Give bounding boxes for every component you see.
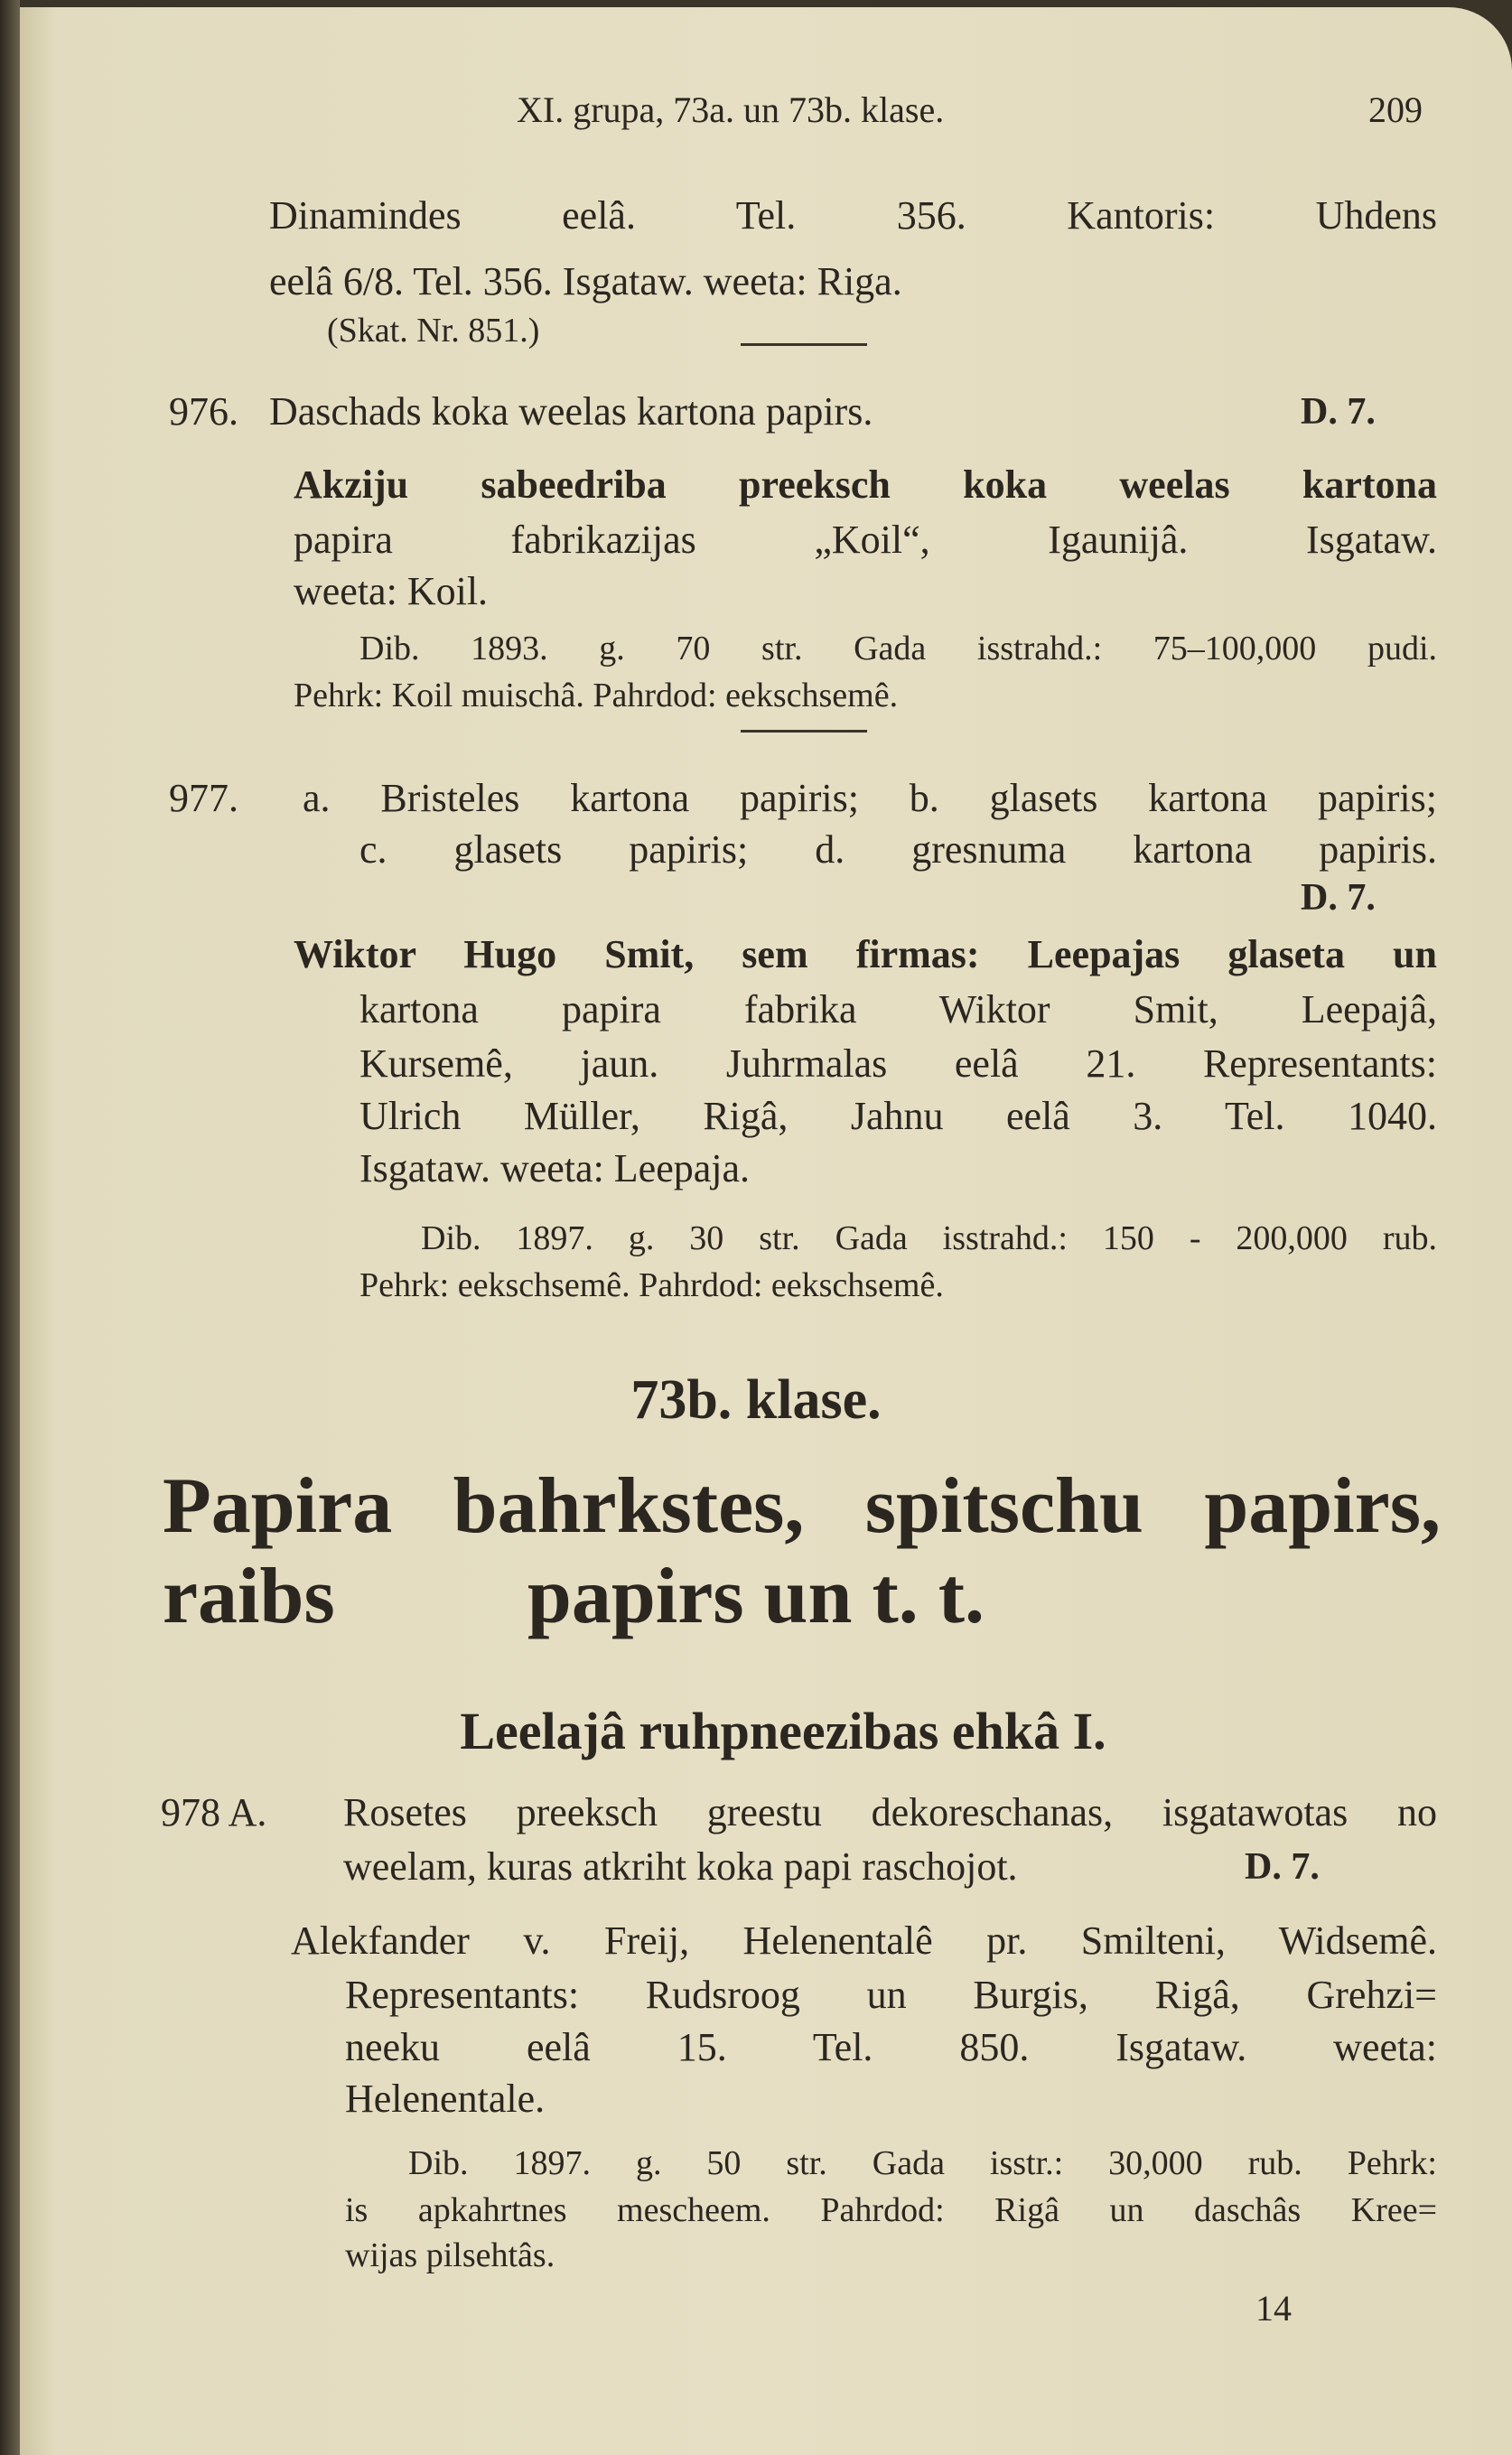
separator-rule <box>741 730 867 733</box>
exhibitor-line: Akziju sabeedriba preeksch koka weelas kartona <box>294 462 1437 507</box>
exhibitor-line: Helenentale. <box>345 2077 546 2121</box>
entry-title: Rosetes preeksch greestu dekoreschanas, isgatawotas no <box>343 1790 1437 1834</box>
class-heading: 73b. klase. <box>630 1369 882 1431</box>
stats-line: Dib. 1897. g. 30 str. Gada isstrahd.: 150 - 200,000 rub. <box>421 1219 1437 1257</box>
stats-line: Dib. 1897. g. 50 str. Gada isstr.: 30,000 rub. Pehrk: <box>408 2144 1437 2182</box>
section-subheading: Leelajâ ruhpneezibas ehkâ I. <box>460 1702 1106 1760</box>
stats-line: Dib. 1893. g. 70 str. Gada isstrahd.: 75–100,000 pudi. <box>359 630 1437 667</box>
page-number: 209 <box>1368 89 1423 130</box>
exhibitor-line: papira fabrikazijas „Koil“, Igaunijâ. Isgataw. <box>294 518 1437 562</box>
exhibitor-line: Isgataw. weeta: Leepaja. <box>359 1146 751 1190</box>
exhibitor-line: Ulrich Müller, Rigâ, Jahnu eelâ 3. Tel. 1040. <box>359 1094 1437 1138</box>
entry-number: 977. <box>169 776 238 820</box>
exhibitor-line: kartona papira fabrika Wiktor Smit, Leepajâ, <box>359 987 1437 1031</box>
entry-title: c. glasets papiris; d. gresnuma kartona papiris. <box>359 827 1437 872</box>
exhibitor-line: weeta: Koil. <box>294 569 489 613</box>
exhibitor-line: Representants: Rudsroog un Burgis, Rigâ, Grehzi= <box>345 1973 1437 2017</box>
cross-reference: (Skat. Nr. 851.) <box>327 312 540 350</box>
entry-number: 978 A. <box>161 1790 267 1834</box>
running-title: XI. grupa, 73a. un 73b. klase. <box>517 89 945 130</box>
stats-line: wijas pilsehtâs. <box>345 2236 555 2274</box>
stats-line: Pehrk: Koil muischâ. Pahrdod: eekschsemê. <box>294 677 899 714</box>
entry-mark: D. 7. <box>1301 391 1376 433</box>
exhibitor-line: Wiktor Hugo Smit, sem firmas: Leepajas glaseta un <box>294 932 1437 976</box>
exhibitor-line: neeku eelâ 15. Tel. 850. Isgataw. weeta: <box>345 2025 1437 2069</box>
entry-mark: D. 7. <box>1245 1846 1320 1888</box>
entry-title: weelam, kuras atkriht koka papi raschojot. <box>343 1844 1018 1889</box>
separator-rule <box>741 343 867 346</box>
entry-number: 976. <box>169 389 238 434</box>
book-binding-edge <box>0 0 20 2455</box>
section-title: Papira bahrkstes, spitschu papirs, raibs <box>163 1462 1441 1640</box>
section-title: papirs un t. t. <box>527 1553 985 1640</box>
entry-mark: D. 7. <box>1301 877 1376 919</box>
stats-line: Pehrk: eekschsemê. Pahrdod: eekschsemê. <box>359 1266 944 1304</box>
entry-title: a. Bristeles kartona papiris; b. glasets kartona papiris; <box>303 776 1437 820</box>
exhibitor-line: Alekfander v. Freij, Helenentalê pr. Smilteni, Widsemê. <box>291 1918 1437 1963</box>
text-line: Dinamindes eelâ. Tel. 356. Kantoris: Uhdens <box>269 193 1437 238</box>
exhibitor-line: Kursemê, jaun. Juhrmalas eelâ 21. Representants: <box>359 1041 1437 1086</box>
stats-line: is apkahrtnes meschеem. Pahrdod: Rigâ un daschâs Kree= <box>345 2191 1437 2229</box>
entry-title: Daschads koka weelas kartona papirs. <box>269 389 873 434</box>
signature-mark: 14 <box>1255 2288 1292 2329</box>
text-line: eelâ 6/8. Tel. 356. Isgataw. weeta: Riga. <box>269 259 902 303</box>
